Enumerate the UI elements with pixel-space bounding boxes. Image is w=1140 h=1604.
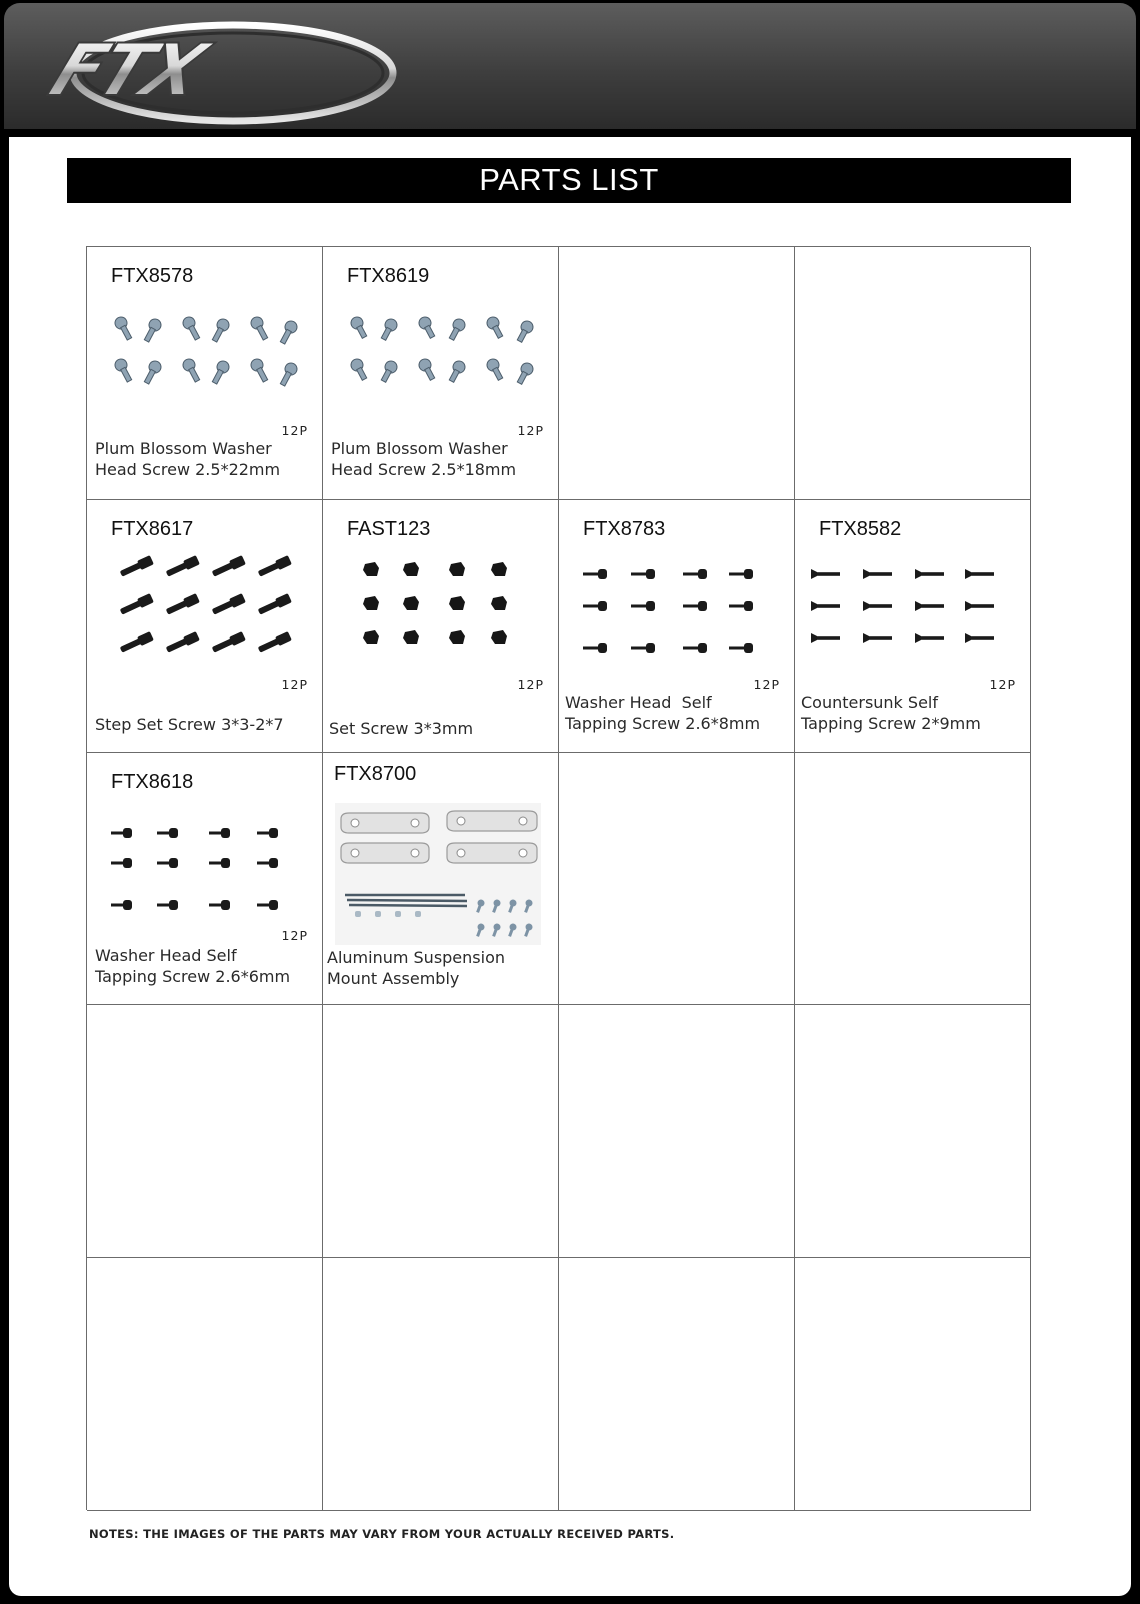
part-description: Plum Blossom Washer Head Screw 2.5*18mm [331,439,517,479]
part-description: Set Screw 3*3mm [329,718,474,738]
svg-text:FTX: FTX [38,27,215,113]
part-quantity: 12P [989,676,1016,692]
empty-cell [87,1258,323,1511]
part-description: Plum Blossom Washer Head Screw 2.5*22mm [95,439,281,479]
part-code: FTX8618 [111,770,194,793]
part-code: FTX8700 [334,762,417,785]
part-quantity: 12P [517,676,544,692]
part-cell-ftx8618 [87,753,323,1006]
empty-cell [795,247,1031,500]
part-description: Aluminum Suspension Mount Assembly [327,947,505,988]
empty-cell [323,1005,559,1258]
part-description: Washer Head Self Tapping Screw 2.6*6mm [95,945,291,986]
part-code: FTX8582 [819,517,902,540]
plum-blossom-screws-icon [107,309,307,397]
empty-cell [795,1258,1031,1511]
page-title-bar [67,158,1071,203]
part-description: Countersunk Self Tapping Screw 2*9mm [801,692,981,733]
empty-cell [559,753,795,1006]
part-code: FTX8783 [583,517,666,540]
step-set-screws-icon [115,552,295,662]
part-description: Washer Head Self Tapping Screw 2.6*8mm [565,692,761,733]
part-quantity: 12P [517,423,544,438]
washer-head-screws-icon [583,564,763,664]
part-code: FTX8578 [111,265,194,287]
part-quantity: 12P [281,676,308,692]
countersunk-screws-icon [809,564,1009,654]
part-cell-ftx8783 [559,500,795,753]
empty-cell [559,1005,795,1258]
empty-cell [795,753,1031,1006]
empty-cell [795,1005,1031,1258]
set-screws-icon [359,556,519,656]
empty-cell [559,1258,795,1511]
empty-cell [323,1258,559,1511]
parts-grid [86,246,1030,1510]
part-code: FAST123 [347,517,431,540]
suspension-mount-assembly-icon [335,803,541,945]
part-code: FTX8619 [347,265,430,287]
empty-cell [559,247,795,500]
part-cell-ftx8582 [795,500,1031,753]
part-cell-ftx8617 [87,500,323,753]
plum-blossom-screws-icon [343,309,543,397]
part-cell-ftx8619 [323,247,559,500]
part-quantity: 12P [281,927,308,943]
part-code: FTX8617 [111,517,194,540]
notes-disclaimer: NOTES: THE IMAGES OF THE PARTS MAY VARY FROM YOUR ACTUALLY RECEIVED PARTS. [89,1527,675,1541]
part-quantity: 12P [753,676,780,692]
part-cell-ftx8700 [323,753,559,1006]
part-quantity: 12P [281,423,308,438]
part-description: Step Set Screw 3*3-2*7 [95,714,284,734]
empty-cell [87,1005,323,1258]
part-cell-ftx8578 [87,247,323,500]
page-title: PARTS LIST [479,162,659,197]
washer-head-screws-icon [111,825,291,915]
header-bar [4,3,1136,129]
ftx-logo [18,15,398,125]
part-cell-fast123 [323,500,559,753]
